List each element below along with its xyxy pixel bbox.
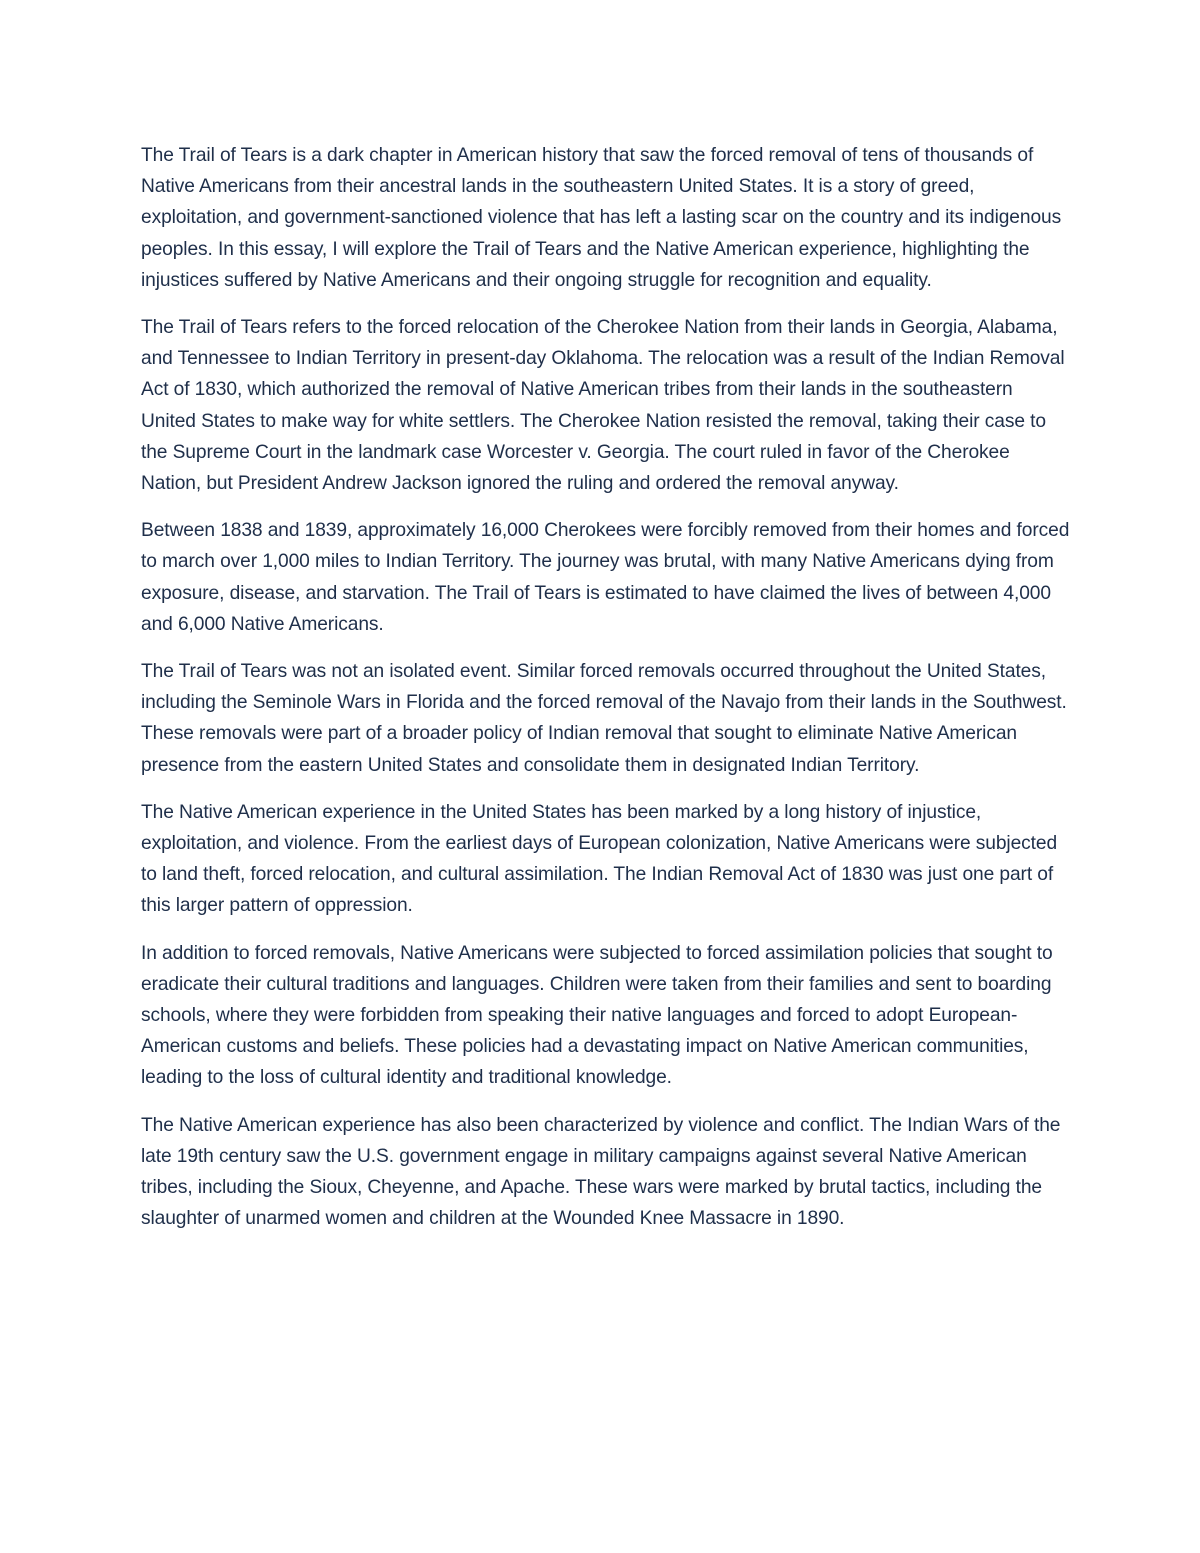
paragraph-7: The Native American experience has also been characterized by violence and conflict. The Indian Wars of the late 19th century saw the U.S. government engage in military campaigns against several Native American tribes, including the Sioux, Cheyenne, and Apache. These wars were marked by brutal tactics, including the slaughter of unarmed women and children at the Wounded Knee Massacre in 1890.: [141, 1114, 1061, 1230]
paragraph-1: The Trail of Tears is a dark chapter in American history that saw the forced removal of tens of thousands of Native Americans from their ancestral lands in the southeastern United States. It is a story of greed, exploitation, and government-sanctioned violence that has left a lasting scar on the country and its indigenous peoples. In this essay, I will explore the Trail of Tears and the Native American experience, highlighting the injustices suffered by Native Americans and their ongoing struggle for recognition and equality.: [141, 145, 1062, 291]
document-body: [141, 140, 1071, 1251]
paragraph-2: The Trail of Tears refers to the forced relocation of the Cherokee Nation from their lands in Georgia, Alabama, and Tennessee to Indian Territory in present-day Oklahoma. The relocation was a result of the Indian Removal Act of 1830, which authorized the removal of Native American tribes from their lands in the southeastern United States to make way for white settlers. The Cherokee Nation resisted the removal, taking their case to the Supreme Court in the landmark case Worcester v. Georgia. The court ruled in favor of the Cherokee Nation, but President Andrew Jackson ignored the ruling and ordered the removal anyway.: [141, 317, 1065, 495]
paragraph-4: The Trail of Tears was not an isolated event. Similar forced removals occurred throughout the United States, including the Seminole Wars in Florida and the forced removal of the Navajo from their lands in the Southwest. These removals were part of a broader policy of Indian removal that sought to eliminate Native American presence from the eastern United States and consolidate them in designated Indian Territory.: [141, 661, 1067, 776]
paragraph-3: Between 1838 and 1839, approximately 16,000 Cherokees were forcibly removed from their homes and forced to march over 1,000 miles to Indian Territory. The journey was brutal, with many Native Americans dying from exposure, disease, and starvation. The Trail of Tears is estimated to have claimed the lives of between 4,000 and 6,000 Native Americans.: [141, 520, 1070, 635]
paragraph-6: In addition to forced removals, Native Americans were subjected to forced assimilation policies that sought to eradicate their cultural traditions and languages. Children were taken from their families and sent to boarding schools, where they were forbidden from speaking their native languages and forced to adopt European-American customs and beliefs. These policies had a devastating impact on Native American communities, leading to the loss of cultural identity and traditional knowledge.: [141, 942, 1053, 1089]
paragraph-5: The Native American experience in the United States has been marked by a long history of injustice, exploitation, and violence. From the earliest days of European colonization, Native Americans were subjected to land theft, forced relocation, and cultural assimilation. The Indian Removal Act of 1830 was just one part of this larger pattern of oppression.: [141, 801, 1058, 917]
